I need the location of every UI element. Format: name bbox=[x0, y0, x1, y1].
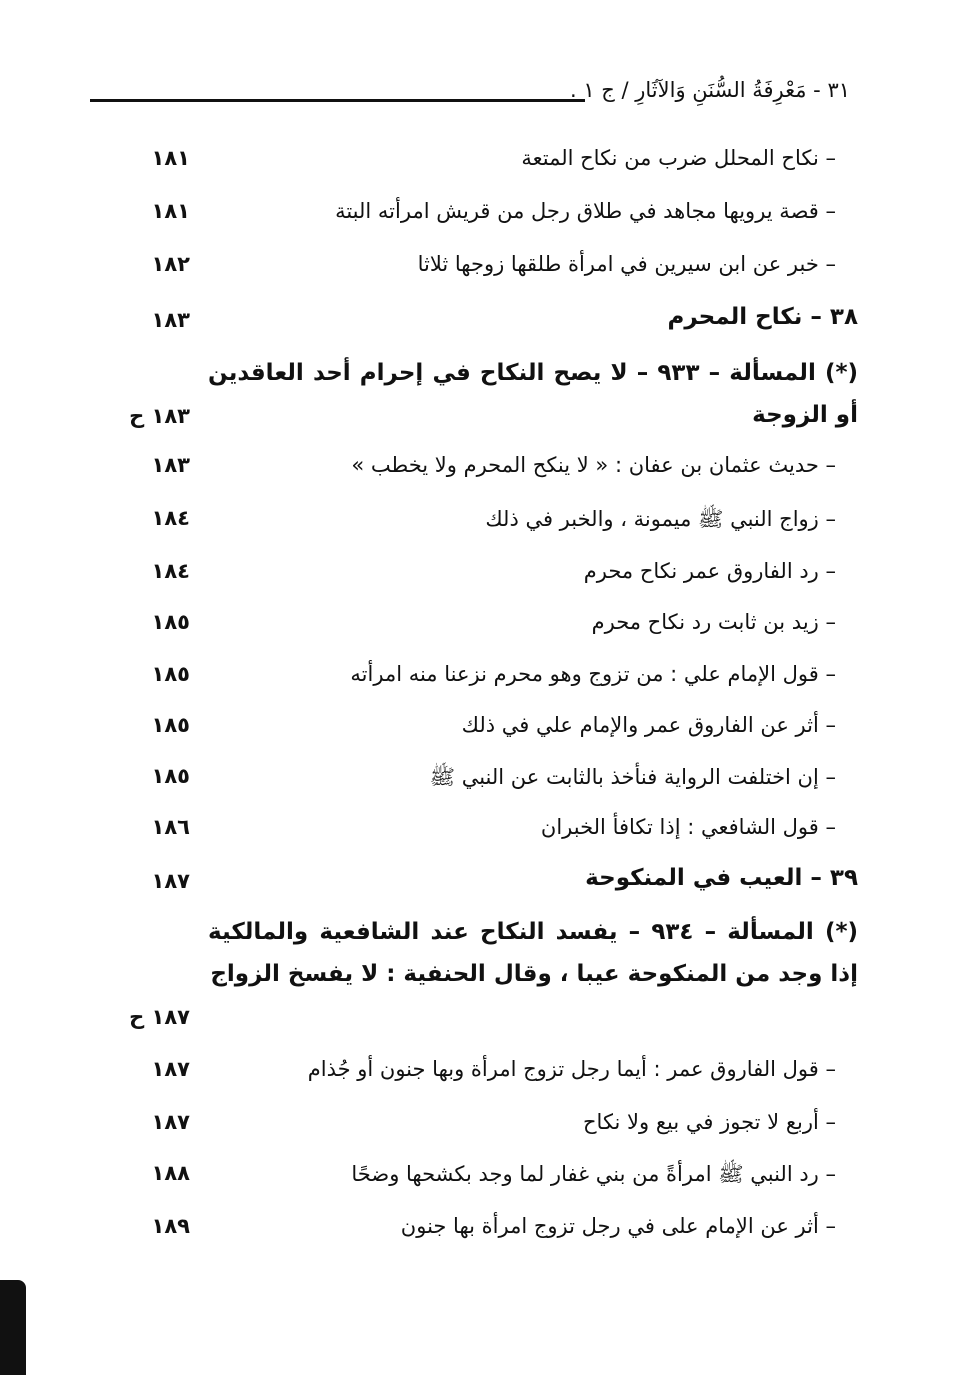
page-number: ١٨٧ bbox=[151, 1110, 190, 1134]
page-number: ١٨٥ bbox=[151, 662, 190, 686]
entry-text: – نكاح المحلل ضرب من نكاح المتعة bbox=[521, 146, 836, 170]
page-number: ١٨٤ bbox=[151, 559, 190, 583]
page-number: ١٨٣ ح bbox=[129, 404, 190, 428]
header-rule bbox=[90, 99, 585, 102]
entry-text: – خبر عن ابن سيرين في امرأة طلقها زوجها ثلاثا bbox=[417, 252, 836, 276]
entry-text: – قول الإمام علي : من تزوج وهو محرم نزعنا منه امرأته bbox=[350, 662, 836, 686]
page-number: ١٨٢ bbox=[151, 252, 190, 276]
issue-text: (*) المسألة – ٩٣٤ – يفسد النكاح عند الشافعية والمالكية إذا وجد من المنكوحة عيبا ، وقال الحنفية : لا يفسخ الزواج bbox=[208, 919, 858, 987]
entry-text: – أربع لا تجوز في بيع ولا نكاح bbox=[582, 1110, 836, 1134]
page-number: ١٨٥ bbox=[151, 764, 190, 788]
entry-text: – رد الفاروق عمر نكاح محرم bbox=[583, 559, 836, 583]
chapter-title: ٣٩ – العيب في المنكوحة bbox=[585, 865, 858, 891]
entry-text: – إن اختلفت الرواية فنأخذ بالثابت عن النبي ﷺ bbox=[429, 765, 836, 789]
page-number: ١٨١ bbox=[151, 199, 190, 223]
page-number: ١٨٨ bbox=[151, 1161, 190, 1185]
entry-text: – قول الشافعي : إذا تكافأ الخبران bbox=[540, 815, 836, 839]
entry-text: – رد النبي ﷺ امرأةً من بني غفار لما وجد بكشحها وضحًا bbox=[351, 1162, 836, 1186]
entry-text: – زواج النبي ﷺ ميمونة ، والخبر في ذلك bbox=[485, 507, 836, 531]
page-number: ١٨١ bbox=[151, 146, 190, 170]
entry-text: – حديث عثمان بن عفان : « لا ينكح المحرم ولا يخطب » bbox=[351, 453, 836, 477]
page-number: ١٨٦ bbox=[151, 815, 190, 839]
running-header bbox=[90, 78, 850, 108]
entry-text: – قول الفاروق عمر : أيما رجل تزوج امرأة وبها جنون أو جُذام bbox=[307, 1057, 836, 1081]
entry-text: – قصة يرويها مجاهد في طلاق رجل من قريش امرأته البتة bbox=[335, 199, 836, 223]
page-number: ١٨٩ bbox=[151, 1214, 190, 1238]
entry-text: – أثر عن الإمام على في رجل تزوج امرأة بها جنون bbox=[400, 1214, 836, 1238]
page-number: ١٨٧ bbox=[151, 1057, 190, 1081]
page-number: ١٨٥ bbox=[151, 713, 190, 737]
page-number: ١٨٣ bbox=[151, 308, 190, 332]
running-title: ٣١ - مَعْرِفَةُ السُّنَنِ وَالآثَارِ / ج ١ . bbox=[569, 78, 850, 102]
page-number: ١٨٧ ح bbox=[129, 1005, 190, 1029]
entry-text: – أثر عن الفاروق عمر والإمام علي في ذلك bbox=[461, 713, 836, 737]
chapter-title: ٣٨ – نكاح المحرم bbox=[667, 304, 858, 330]
page-number: ١٨٥ bbox=[151, 610, 190, 634]
page-number: ١٨٤ bbox=[151, 506, 190, 530]
scan-edge-shadow bbox=[0, 1280, 26, 1375]
issue-text: (*) المسألة – ٩٣٣ – لا يصح النكاح في إحرام أحد العاقدين أو الزوجة bbox=[208, 360, 858, 428]
page-number: ١٨٣ bbox=[151, 453, 190, 477]
page-number: ١٨٧ bbox=[151, 869, 190, 893]
entry-text: – زيد بن ثابت رد نكاح محرم bbox=[591, 610, 836, 634]
